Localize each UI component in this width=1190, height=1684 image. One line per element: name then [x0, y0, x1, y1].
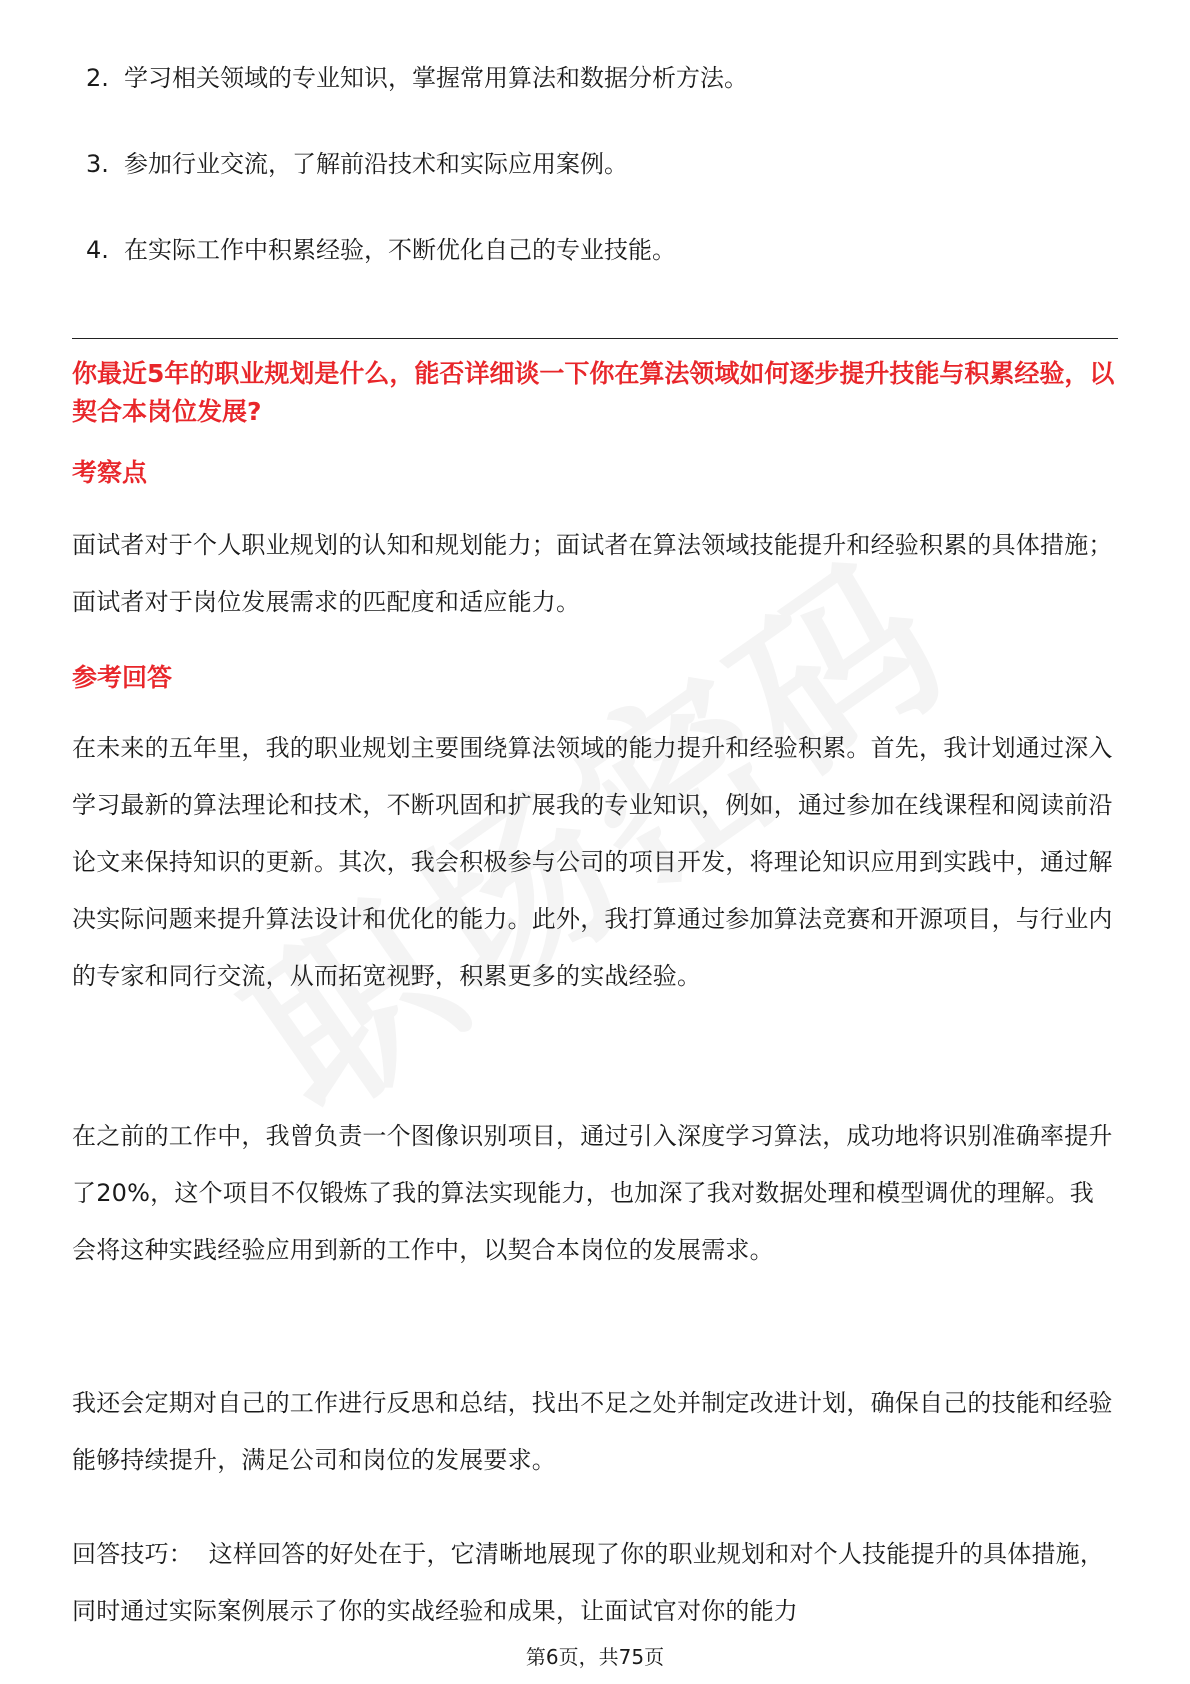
list-item-text: 在实际工作中积累经验，不断优化自己的专业技能。 [124, 236, 676, 264]
answer-tip [72, 1526, 1118, 1640]
list-item-number: 4. [86, 236, 109, 264]
answer-paragraph: 我还会定期对自己的工作进行反思和总结，找出不足之处并制定改进计划，确保自己的技能和经验能够持续提升，满足公司和岗位的发展要求。 [72, 1389, 1113, 1474]
list-item-text: 学习相关领域的专业知识，掌握常用算法和数据分析方法。 [124, 64, 748, 92]
numbered-list [72, 60, 1118, 318]
focus-text: 面试者对于个人职业规划的认知和规划能力；面试者在算法领域技能提升和经验积累的具体措施；面试者对于岗位发展需求的匹配度和适应能力。 [72, 531, 1113, 616]
page-number-footer: 第6页，共75页 [525, 1645, 665, 1669]
list-item-number: 3. [86, 150, 109, 178]
list-item [72, 146, 1118, 232]
list-item [72, 60, 1118, 146]
focus-label: 考察点 [72, 458, 148, 487]
list-item-text: 参加行业交流，了解前沿技术和实际应用案例。 [124, 150, 628, 178]
question-heading: 你最近5年的职业规划是什么，能否详细谈一下你在算法领域如何逐步提升技能与积累经验，以契合本岗位发展? [72, 359, 1115, 426]
list-item-number: 2. [86, 64, 109, 92]
tip-text: 这样回答的好处在于，它清晰地展现了你的职业规划和对个人技能提升的具体措施，同时通过实际案例展示了你的实战经验和成果，让面试官对你的能力 [72, 1540, 1105, 1625]
answer-paragraph: 在之前的工作中，我曾负责一个图像识别项目，通过引入深度学习算法，成功地将识别准确率提升了20%，这个项目不仅锻炼了我的算法实现能力，也加深了我对数据处理和模型调优的理解。我会将这种实践经验应用到新的工作中，以契合本岗位的发展需求。 [72, 1122, 1113, 1264]
tip-label: 回答技巧： [72, 1540, 193, 1568]
answer-label: 参考回答 [72, 663, 173, 692]
answer-paragraph: 在未来的五年里，我的职业规划主要围绕算法领域的能力提升和经验积累。首先，我计划通过深入学习最新的算法理论和技术，不断巩固和扩展我的专业知识，例如，通过参加在线课程和阅读前沿论文来保持知识的更新。其次，我会积极参与公司的项目开发，将理论知识应用到实践中，通过解决实际问题来提升算法设计和优化的能力。此外，我打算通过参加算法竞赛和开源项目，与行业内的专家和同行交流，从而拓宽视野，积累更多的实战经验。 [72, 734, 1113, 990]
list-item [72, 232, 1118, 318]
section-divider [72, 338, 1118, 339]
